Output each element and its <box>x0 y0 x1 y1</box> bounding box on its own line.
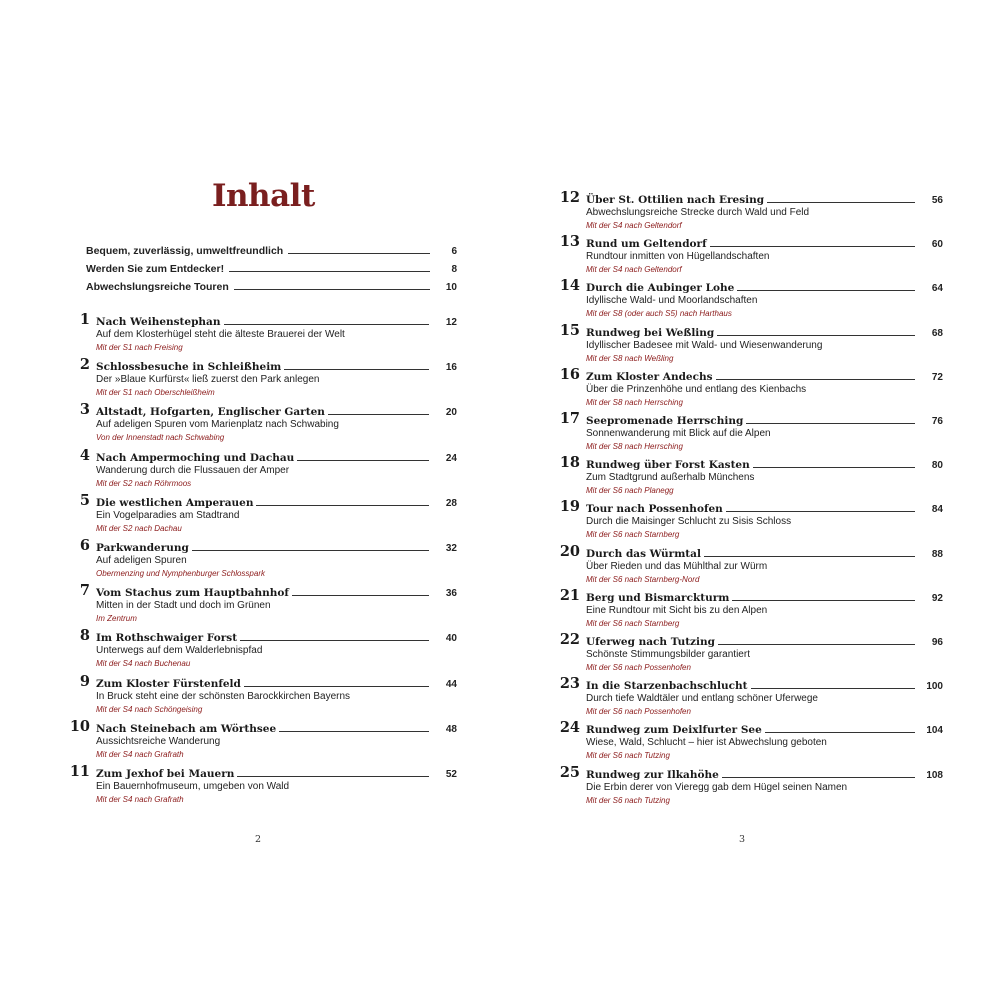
tour-title-line <box>586 546 943 560</box>
tour-number: 23 <box>559 675 580 693</box>
tour-description: Sonnenwanderung mit Blick auf die Alpen <box>586 428 771 439</box>
leader-line <box>710 246 915 247</box>
page-number-left: 2 <box>255 834 262 845</box>
tour-number: 7 <box>79 582 90 600</box>
leader-line <box>229 271 430 272</box>
tour-entry[interactable] <box>60 401 457 448</box>
tour-transit: Mit der S6 nach Possenhofen <box>586 663 691 672</box>
leader-line <box>717 335 915 336</box>
tour-page-number: 36 <box>445 588 457 600</box>
tour-title: Zum Kloster Fürstenfeld <box>96 677 241 690</box>
right-page <box>500 0 1000 1000</box>
tour-entry[interactable] <box>60 582 457 629</box>
tour-entry[interactable] <box>550 498 943 545</box>
tour-entry[interactable] <box>550 233 943 280</box>
tour-entry[interactable] <box>550 189 943 236</box>
tour-title: Altstadt, Hofgarten, Englischer Garten <box>96 406 325 419</box>
tour-title-line <box>586 722 943 736</box>
tour-description: Ein Vogelparadies am Stadtrand <box>96 509 240 521</box>
tour-title-line <box>586 325 943 339</box>
tour-title: Zum Jexhof bei Mauern <box>96 768 235 780</box>
leader-line <box>292 595 429 596</box>
tour-number: 1 <box>79 311 90 328</box>
tour-title-line <box>586 280 943 294</box>
leader-line <box>718 644 915 645</box>
toc-intro-row[interactable] <box>86 277 457 293</box>
tour-entry[interactable] <box>550 675 943 722</box>
tour-entry[interactable] <box>60 672 457 720</box>
tour-title-line <box>586 457 943 471</box>
tour-page-number: 48 <box>445 723 457 735</box>
tour-entry[interactable] <box>550 321 943 369</box>
tour-page-number: 24 <box>445 452 457 464</box>
tour-number: 24 <box>559 719 580 737</box>
tour-transit: Mit der S2 nach Dachau <box>96 523 182 533</box>
toc-entry-label: Bequem, zuverlässig, umweltfreundlich <box>86 245 284 257</box>
leader-line <box>234 289 430 290</box>
leader-line <box>746 423 915 424</box>
tour-entry[interactable] <box>550 631 943 678</box>
tour-transit: Mit der S2 nach Röhrmoos <box>96 478 192 488</box>
tour-page-number: 64 <box>931 283 943 295</box>
tour-title: Nach Weihenstephan <box>96 316 221 328</box>
tour-entry[interactable] <box>550 454 943 501</box>
tour-transit: Obermenzing und Nymphenburger Schlosspark <box>96 569 265 578</box>
tour-page-number: 44 <box>445 678 457 690</box>
tour-number: 22 <box>559 631 580 648</box>
tour-description: Über Rieden und das Mühlthal zur Würm <box>586 560 768 572</box>
tour-description: Eine Rundtour mit Sicht bis zu den Alpen <box>586 604 768 616</box>
tour-title: Nach Ampermoching und Dachau <box>96 451 295 464</box>
tour-description: Auf dem Klosterhügel steht die älteste Brauerei der Welt <box>96 329 345 340</box>
tour-title: Vom Stachus zum Hauptbahnhof <box>96 587 289 600</box>
tour-title: Rundweg zur Ilkahöhe <box>586 768 719 781</box>
leader-line <box>765 732 915 733</box>
tour-number: 5 <box>79 491 90 509</box>
tour-number: 21 <box>559 586 580 604</box>
tour-entry[interactable] <box>550 277 943 324</box>
tour-page-number: 80 <box>931 460 943 472</box>
leader-line <box>224 324 430 325</box>
tour-entry[interactable] <box>550 586 943 634</box>
tour-entry[interactable] <box>60 311 457 358</box>
tour-entry[interactable] <box>60 537 457 584</box>
tour-transit: Mit der S1 nach Freising <box>96 343 183 352</box>
tour-title-line <box>586 501 943 515</box>
leader-line <box>767 202 915 203</box>
tour-transit: Mit der S4 nach Grafrath <box>96 749 184 759</box>
tour-transit: Mit der S8 nach Weßling <box>586 353 674 363</box>
tour-transit: Mit der S8 (oder auch S5) nach Harthaus <box>586 309 732 319</box>
tour-page-number: 40 <box>445 633 457 645</box>
tour-entry[interactable] <box>60 491 457 539</box>
tour-page-number: 32 <box>445 543 457 554</box>
toc-intro-row[interactable] <box>86 241 457 257</box>
tour-entry[interactable] <box>60 356 457 403</box>
tour-page-number: 96 <box>931 637 943 648</box>
tour-transit: Mit der S8 nach Herrsching <box>586 442 683 451</box>
tour-title: Schlossbesuche in Schleißheim <box>96 361 282 374</box>
tour-title: Durch das Würmtal <box>586 547 701 560</box>
tour-transit: Mit der S6 nach Starnberg <box>586 530 680 540</box>
leader-line <box>751 688 915 689</box>
tour-number: 2 <box>79 356 90 374</box>
tour-transit: Mit der S6 nach Tutzing <box>586 795 670 805</box>
tour-number: 10 <box>69 717 90 735</box>
tour-transit: Mit der S4 nach Geltendorf <box>586 221 682 230</box>
leader-line <box>753 467 915 468</box>
tour-entry[interactable] <box>550 542 943 590</box>
leader-line <box>284 369 429 370</box>
tour-description: Ein Bauernhofmuseum, umgeben von Wald <box>96 781 290 792</box>
tour-description: Wanderung durch die Flussauen der Amper <box>96 464 290 476</box>
tour-description: Schönste Stimmungsbilder garantiert <box>586 649 750 660</box>
tour-description: Idyllischer Badesee mit Wald- und Wiesenwanderung <box>586 339 823 351</box>
leader-line <box>244 686 429 687</box>
tour-number: 17 <box>559 410 580 427</box>
tour-transit: Mit der S8 nach Herrsching <box>586 397 683 407</box>
tour-transit: Mit der S6 nach Tutzing <box>586 751 670 761</box>
tour-description: Über die Prinzenhöhe und entlang des Kienbachs <box>586 383 807 395</box>
tour-transit: Mit der S4 nach Geltendorf <box>586 265 682 275</box>
tour-page-number: 68 <box>931 327 943 339</box>
leader-line <box>732 600 915 601</box>
tour-title-line <box>96 721 457 735</box>
tour-page-number: 20 <box>445 407 457 419</box>
tour-number: 14 <box>559 277 580 295</box>
tour-title-line <box>586 634 943 648</box>
tour-title: Tour nach Possenhofen <box>586 503 723 516</box>
leader-line <box>192 550 429 551</box>
leader-line <box>240 640 429 641</box>
tour-transit: Von der Innenstadt nach Schwabing <box>96 433 225 443</box>
tour-number: 11 <box>69 763 90 780</box>
leader-line <box>328 414 429 415</box>
tour-transit: Mit der S6 nach Starnberg <box>586 618 680 628</box>
tour-number: 16 <box>559 365 580 383</box>
tour-description: Idyllische Wald- und Moorlandschaften <box>586 295 758 307</box>
tour-description: Durch tiefe Waldtäler und entlang schöner Uferwege <box>586 693 818 705</box>
tour-number: 15 <box>559 321 580 339</box>
tour-title-line <box>96 314 457 328</box>
tour-number: 4 <box>79 446 90 464</box>
tour-title: In die Starzenbachschlucht <box>586 680 748 693</box>
tour-title: Die westlichen Amperauen <box>96 496 254 509</box>
tour-transit: Mit der S6 nach Starnberg-Nord <box>586 574 700 584</box>
tour-transit: Mit der S6 nach Possenhofen <box>586 707 691 717</box>
toc-page-number: 10 <box>445 282 457 293</box>
leader-line <box>288 253 430 254</box>
tour-title-line <box>96 404 457 418</box>
tour-title: Berg und Bismarckturm <box>586 591 730 604</box>
tour-number: 20 <box>559 542 580 560</box>
tour-entry[interactable] <box>550 719 943 766</box>
tour-entry[interactable] <box>550 410 943 457</box>
tour-title-line <box>586 767 943 781</box>
tour-transit: Mit der S6 nach Planegg <box>586 486 674 496</box>
tour-title: Rund um Geltendorf <box>586 238 707 251</box>
tour-page-number: 28 <box>445 497 457 509</box>
tour-number: 8 <box>79 627 90 645</box>
tour-page-number: 60 <box>931 239 943 251</box>
tour-number: 12 <box>559 189 580 206</box>
tour-page-number: 88 <box>931 548 943 560</box>
tour-title-line <box>96 766 457 780</box>
tour-description: Unterwegs auf dem Walderlebnispfad <box>96 645 263 657</box>
tour-transit: Mit der S4 nach Schöngeising <box>96 704 203 714</box>
leader-line <box>297 460 429 461</box>
tour-number: 18 <box>559 454 580 472</box>
tour-transit: Mit der S4 nach Buchenau <box>96 659 191 669</box>
leader-line <box>704 556 915 557</box>
tour-page-number: 12 <box>445 317 457 328</box>
page-number-right: 3 <box>739 834 746 845</box>
tour-description: Der »Blaue Kurfürst« ließ zuerst den Park anlegen <box>96 374 320 386</box>
tour-page-number: 52 <box>445 769 457 780</box>
tour-entry[interactable] <box>60 763 457 810</box>
toc-entry-label: Werden Sie zum Entdecker! <box>86 263 225 275</box>
tour-title-line <box>586 678 943 692</box>
tour-number: 3 <box>79 401 90 419</box>
toc-page-number: 8 <box>451 264 457 275</box>
tour-number: 6 <box>79 537 90 554</box>
tour-entry[interactable] <box>60 446 457 494</box>
tour-title: Rundweg bei Weßling <box>586 326 715 339</box>
tour-description: Abwechslungsreiche Strecke durch Wald und Feld <box>586 207 810 218</box>
tour-number: 19 <box>559 498 580 516</box>
tour-description: Wiese, Wald, Schlucht – hier ist Abwechslung geboten <box>586 737 827 749</box>
tour-entry[interactable] <box>550 763 943 811</box>
tour-title: Seepromenade Herrsching <box>586 415 744 427</box>
tour-page-number: 72 <box>931 371 943 383</box>
tour-title-line <box>96 495 457 509</box>
tour-title-line <box>586 413 943 427</box>
tour-description: Die Erbin derer von Vieregg gab dem Hügel seinen Namen <box>586 781 848 793</box>
tour-description: Rundtour inmitten von Hügellandschaften <box>586 251 770 263</box>
leader-line <box>256 505 429 506</box>
tour-transit: Mit der S1 nach Oberschleißheim <box>96 388 215 398</box>
toc-entry-label: Abwechslungsreiche Touren <box>86 281 229 293</box>
leader-line <box>737 290 915 291</box>
tour-title-line <box>586 192 943 206</box>
tour-title-line <box>586 369 943 383</box>
tour-page-number: 84 <box>931 504 943 516</box>
tour-page-number: 108 <box>926 769 943 781</box>
tour-title-line <box>96 359 457 373</box>
tour-title-line <box>96 585 457 599</box>
tour-entry[interactable] <box>60 717 457 765</box>
tour-title-line <box>586 236 943 250</box>
tour-title: Über St. Ottilien nach Eresing <box>586 194 765 206</box>
tour-title: Uferweg nach Tutzing <box>586 636 715 648</box>
tour-title: Zum Kloster Andechs <box>586 370 713 383</box>
tour-description: Durch die Maisinger Schlucht zu Sisis Schloss <box>586 516 792 528</box>
tour-page-number: 56 <box>931 195 943 206</box>
leader-line <box>237 776 429 777</box>
tour-title-line <box>96 540 457 554</box>
tour-number: 9 <box>79 672 90 690</box>
leader-line <box>716 379 915 380</box>
tour-title: Parkwanderung <box>96 542 189 554</box>
tour-number: 13 <box>559 233 580 251</box>
tour-title: Im Rothschwaiger Forst <box>96 632 238 645</box>
tour-title: Nach Steinebach am Wörthsee <box>96 722 277 735</box>
tour-description: Auf adeligen Spuren <box>96 555 187 566</box>
leader-line <box>726 511 915 512</box>
tour-description: Zum Stadtgrund außerhalb Münchens <box>586 472 755 484</box>
tour-entry[interactable] <box>60 627 457 674</box>
tour-title-line <box>96 630 457 644</box>
tour-description: Auf adeligen Spuren vom Marienplatz nach Schwabing <box>96 419 339 431</box>
leader-line <box>722 777 915 778</box>
tour-transit: Mit der S4 nach Grafrath <box>96 795 184 804</box>
toc-page-number: 6 <box>451 246 457 257</box>
tour-title-line <box>96 450 457 464</box>
tour-page-number: 100 <box>926 681 943 693</box>
tour-entry[interactable] <box>550 365 943 413</box>
tour-title-line <box>96 676 457 690</box>
tour-page-number: 92 <box>931 592 943 604</box>
tour-title: Rundweg über Forst Kasten <box>586 459 750 472</box>
tour-description: In Bruck steht eine der schönsten Barockkirchen Bayerns <box>96 690 351 702</box>
toc-intro-row[interactable] <box>86 259 457 275</box>
tour-page-number: 104 <box>926 725 943 737</box>
tour-title: Durch die Aubinger Lohe <box>586 282 735 295</box>
tour-transit: Im Zentrum <box>96 614 137 624</box>
leader-line <box>279 731 429 732</box>
tour-title: Rundweg zum Deixlfurter See <box>586 724 762 737</box>
tour-number: 25 <box>559 763 580 781</box>
tour-description: Mitten in der Stadt und doch im Grünen <box>96 600 271 612</box>
tour-title-line <box>586 590 943 604</box>
tour-description: Aussichtsreiche Wanderung <box>96 735 221 747</box>
page-title: Inhalt <box>212 178 315 214</box>
tour-page-number: 16 <box>445 362 457 374</box>
tour-page-number: 76 <box>931 416 943 427</box>
